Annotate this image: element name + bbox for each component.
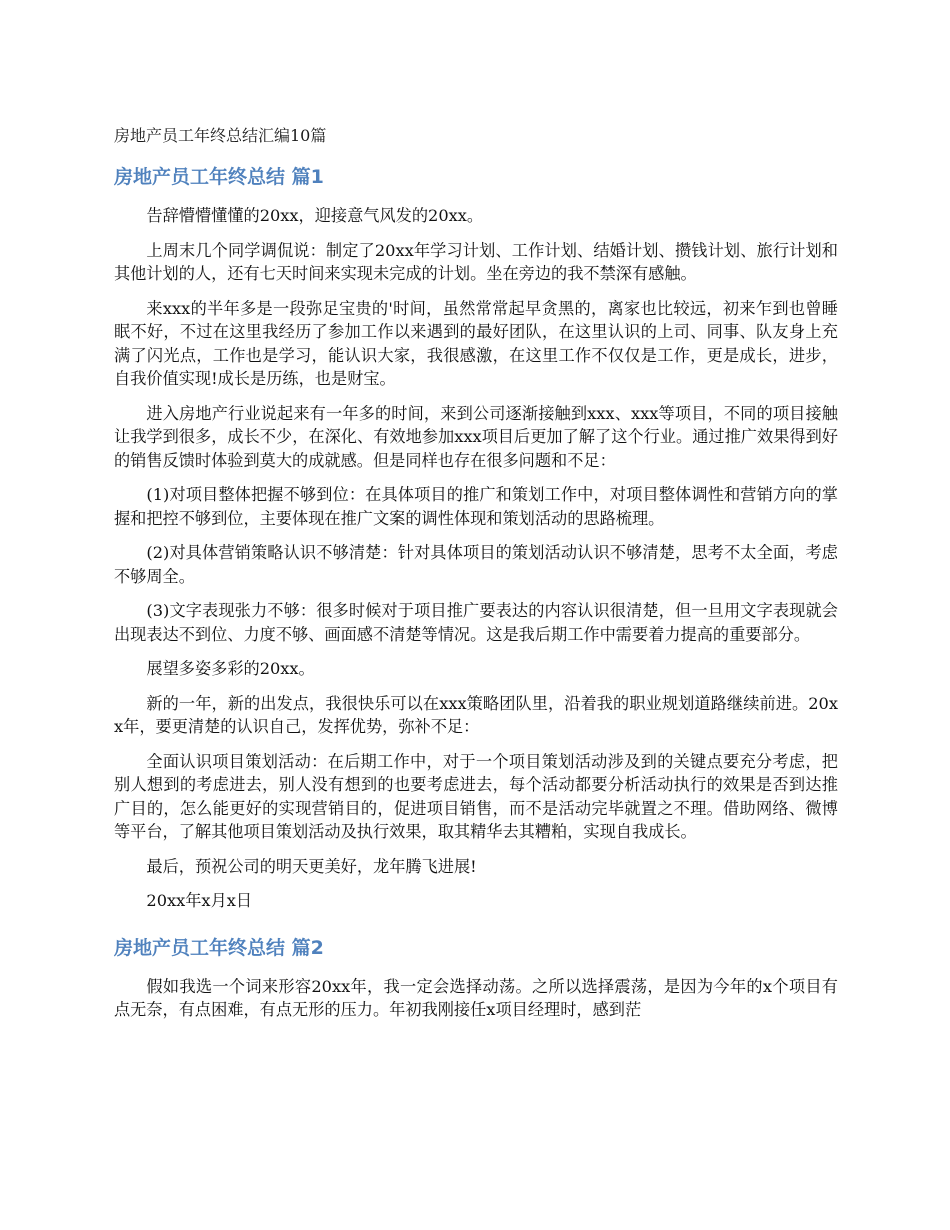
paragraph: 假如我选一个词来形容20xx年，我一定会选择动荡。之所以选择震荡，是因为今年的x个项目有点无奈，有点困难，有点无形的压力。年初我刚接任x项目经理时，感到茫: [114, 976, 838, 1019]
section-heading: 房地产员工年终总结 篇1: [114, 166, 324, 188]
section-heading: 房地产员工年终总结 篇2: [114, 936, 324, 959]
paragraph: 告辞懵懵懂懂的20xx，迎接意气风发的20xx。: [146, 206, 484, 225]
paragraph: 全面认识项目策划活动：在后期工作中，对于一个项目策划活动涉及到的关键点要充分考虑，把别人想到的考虑进去，别人没有想到的也要考虑进去，每个活动都要分析活动执行的效果是否到达推广目的，怎么能更好的实现营销目的，促进项目销售，而不是活动完毕就置之不理。借助网络、微博等平台，了解其他项目策划活动及执行效果，取其精华去其糟粕，实现自我成长。: [114, 751, 838, 841]
paragraph: (2)对具体营销策略认识不够清楚：针对具体项目的策划活动认识不够清楚，思考不太全面，考虑不够周全。: [114, 543, 838, 586]
document-title: 房地产员工年终总结汇编10篇: [114, 126, 327, 145]
paragraph: 来xxx的半年多是一段弥足宝贵的'时间，虽然常常起早贪黑的，离家也比较远，初来乍到也曾睡眠不好，不过在这里我经历了参加工作以来遇到的最好团队，在这里认识的上司、同事、队友身上充满了闪光点，工作也是学习，能认识大家，我很感激，在这里工作不仅仅是工作，更是成长，进步，自我价值实现!成长是历练，也是财宝。: [114, 298, 838, 388]
paragraph: (3)文字表现张力不够：很多时候对于项目推广要表达的内容认识很清楚，但一旦用文字表现就会出现表达不到位、力度不够、画面感不清楚等情况。这是我后期工作中需要着力提高的重要部分。: [114, 601, 838, 644]
paragraph: (1)对项目整体把握不够到位：在具体项目的推广和策划工作中，对项目整体调性和营销方向的掌握和把控不够到位，主要体现在推广文案的调性体现和策划活动的思路梳理。: [114, 485, 838, 528]
paragraph: 新的一年，新的出发点，我很快乐可以在xxx策略团队里，沿着我的职业规划道路继续前进。20xx年，要更清楚的认识自己，发挥优势，弥补不足：: [114, 693, 838, 736]
paragraph: 进入房地产行业说起来有一年多的时间，来到公司逐渐接触到xxx、xxx等项目，不同的项目接触让我学到很多，成长不少，在深化、有效地参加xxx项目后更加了解了这个行业。通过推广效果得到好的销售反馈时体验到莫大的成就感。但是同样也存在很多问题和不足：: [114, 403, 838, 470]
document-page: [114, 124, 838, 1022]
paragraph: 最后，预祝公司的明天更美好，龙年腾飞进展!: [146, 856, 477, 876]
paragraph: 展望多姿多彩的20xx。: [146, 659, 315, 678]
paragraph: 上周末几个同学调侃说：制定了20xx年学习计划、工作计划、结婚计划、攒钱计划、旅行计划和其他计划的人，还有七天时间来实现未完成的计划。坐在旁边的我不禁深有感触。: [114, 240, 838, 283]
section-1: [114, 164, 838, 913]
section-2: [114, 935, 838, 1022]
date-line: 20xx年x月x日: [146, 891, 253, 910]
